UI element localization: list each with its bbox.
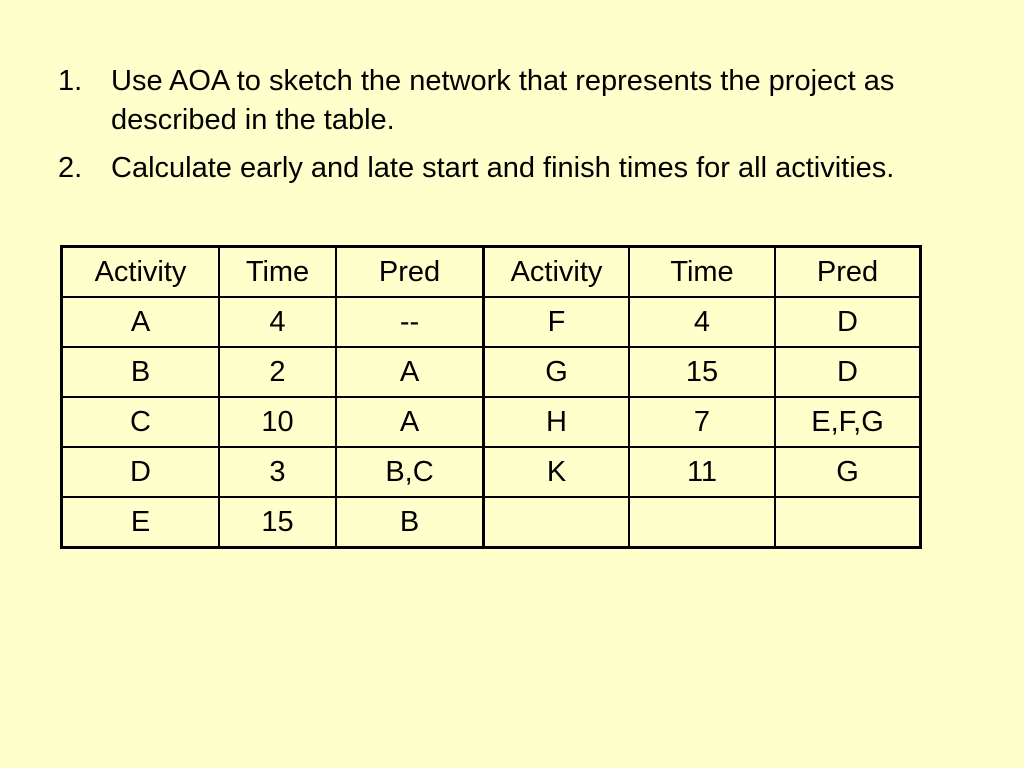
table-cell: D: [775, 297, 921, 347]
table-cell: --: [336, 297, 484, 347]
header-pred: Pred: [775, 247, 921, 298]
instruction-number: 1.: [58, 65, 83, 97]
table-cell: E,F,G: [775, 397, 921, 447]
table-cell: B: [62, 347, 220, 397]
table-cell: C: [62, 397, 220, 447]
table-cell: D: [62, 447, 220, 497]
table-cell: E: [62, 497, 220, 548]
table-cell: 3: [219, 447, 336, 497]
instruction-list: [58, 62, 958, 197]
header-pred: Pred: [336, 247, 484, 298]
activity-table-container: [60, 245, 922, 549]
instruction-text: Calculate early and late start and finish times for all activities.: [111, 152, 895, 184]
table-cell: 10: [219, 397, 336, 447]
instruction-item-2: [58, 149, 958, 188]
table-cell: G: [484, 347, 630, 397]
table-header-row: [62, 247, 921, 298]
table-cell: G: [775, 447, 921, 497]
table-cell: 4: [629, 297, 775, 347]
activity-table: [60, 245, 922, 549]
table-cell: [484, 497, 630, 548]
table-cell: A: [62, 297, 220, 347]
table-row: [62, 497, 921, 548]
instruction-item-1: [58, 62, 958, 140]
instruction-text: Use AOA to sketch the network that represents the project as described in the table.: [111, 65, 895, 136]
table-cell: H: [484, 397, 630, 447]
header-time: Time: [219, 247, 336, 298]
table-cell: A: [336, 347, 484, 397]
table-cell: B,C: [336, 447, 484, 497]
table-cell: [629, 497, 775, 548]
table-row: [62, 447, 921, 497]
table-cell: F: [484, 297, 630, 347]
table-cell: D: [775, 347, 921, 397]
table-cell: 15: [629, 347, 775, 397]
table-cell: K: [484, 447, 630, 497]
table-cell: 11: [629, 447, 775, 497]
table-cell: B: [336, 497, 484, 548]
table-row: [62, 397, 921, 447]
table-cell: [775, 497, 921, 548]
header-activity: Activity: [62, 247, 220, 298]
header-activity: Activity: [484, 247, 630, 298]
table-cell: 4: [219, 297, 336, 347]
table-row: [62, 347, 921, 397]
instruction-number: 2.: [58, 152, 83, 184]
header-time: Time: [629, 247, 775, 298]
table-cell: 2: [219, 347, 336, 397]
table-cell: A: [336, 397, 484, 447]
table-row: [62, 297, 921, 347]
table-cell: 7: [629, 397, 775, 447]
table-cell: 15: [219, 497, 336, 548]
